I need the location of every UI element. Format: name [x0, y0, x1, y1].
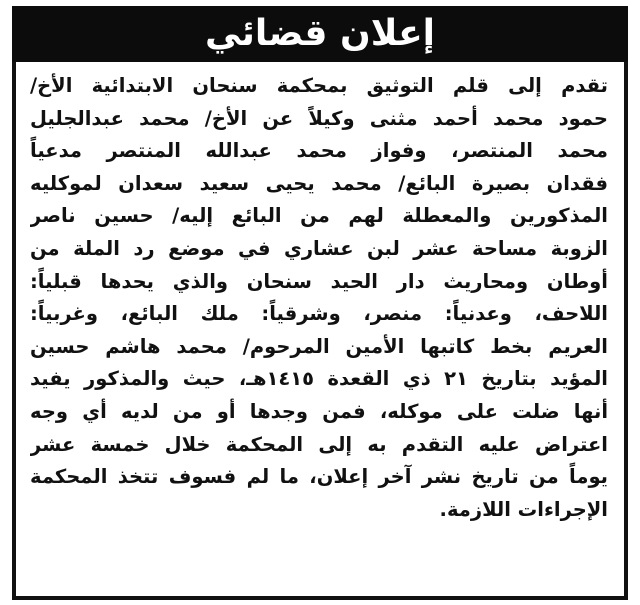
- title-bar: [12, 6, 628, 62]
- notice-line: الإجراءات اللازمة.: [439, 497, 608, 521]
- notice-line: أوطان ومحاريث دار الحيد سنحان والذي يحدها قبلياً:: [30, 269, 608, 293]
- notice-line: حمود محمد أحمد مثنى وكيلاً عن الأخ/ محمد عبدالجليل: [30, 106, 608, 130]
- notice-line: اللاحف، وعدنياً: منصر، وشرقياً: ملك البائع، وغربياً:: [30, 302, 608, 326]
- notice-line: اعتراض عليه التقدم به إلى المحكمة خلال خمسة عشر: [30, 432, 608, 456]
- legal-notice-box: [12, 6, 628, 600]
- notice-line: المؤيد بتاريخ ٢١ ذي القعدة ١٤١٥هـ، حيث والمذكور يفيد: [30, 367, 608, 391]
- notice-body: [30, 70, 608, 526]
- notice-line: يوماً من تاريخ نشر آخر إعلان، ما لم فسوف تتخذ المحكمة: [30, 465, 608, 489]
- notice-line: الزوبة مساحة عشر لبن عشاري في موضع رد الملة من: [30, 236, 608, 260]
- notice-line: العريم بخط كاتبها الأمين المرحوم/ محمد هاشم حسين: [30, 334, 608, 358]
- notice-line: محمد المنتصر، وفواز محمد عبدالله المنتصر مدعياً: [30, 139, 608, 163]
- notice-line: تقدم إلى قلم التوثيق بمحكمة سنحان الابتدائية الأخ/: [30, 74, 608, 97]
- notice-line: فقدان بصيرة البائع/ محمد يحيى سعيد سعدان لموكليه: [30, 171, 608, 195]
- notice-line: أنها ضلت على موكله، فمن وجدها أو من لديه أي وجه: [30, 399, 608, 423]
- notice-line: المذكورين والمعطلة لهم من البائع إليه/ حسين ناصر: [30, 204, 608, 228]
- notice-title: إعلان قضائي: [204, 13, 436, 54]
